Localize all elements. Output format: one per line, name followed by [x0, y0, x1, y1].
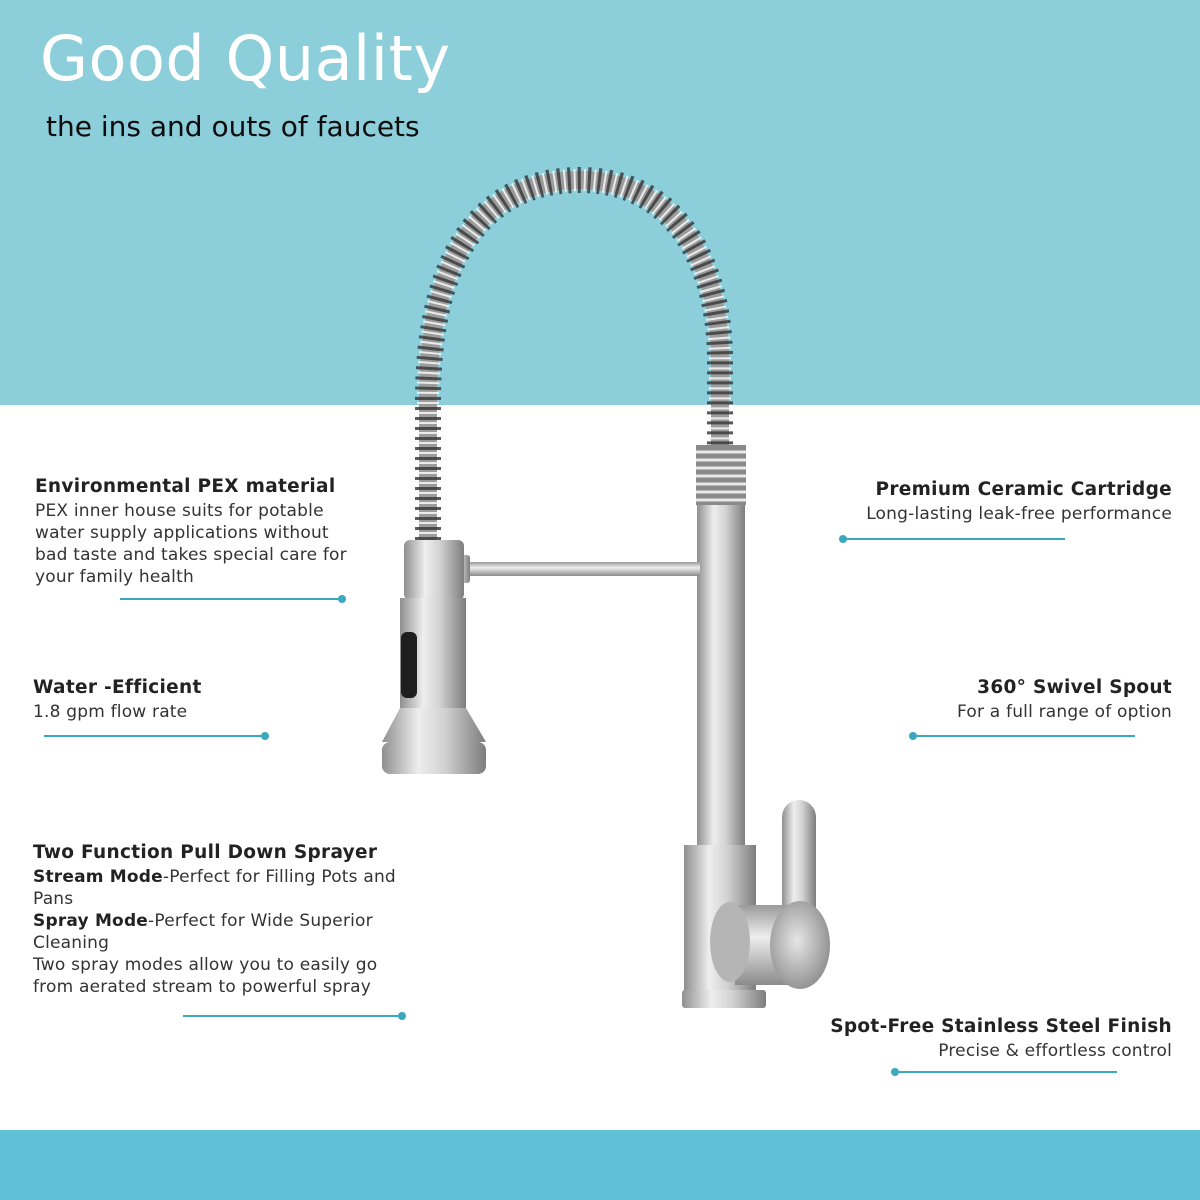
spray-mode-text: -Perfect for Wide Superior Cleaning	[33, 911, 373, 953]
feature-spray-mode	[33, 910, 423, 954]
feature-description: Two spray modes allow you to easily go from aerated stream to powerful spray	[33, 955, 378, 997]
feature-heading: Spot-Free Stainless Steel Finish	[830, 1016, 1172, 1037]
feature-swivel-spout	[880, 677, 1172, 723]
feature-description: 1.8 gpm flow rate	[33, 702, 188, 722]
feature-heading: Two Function Pull Down Sprayer	[33, 842, 378, 863]
divider-line	[895, 1071, 1117, 1073]
feature-description: For a full range of option	[957, 702, 1172, 722]
divider-dot	[338, 595, 346, 603]
feature-heading: Environmental PEX material	[35, 476, 336, 497]
feature-stainless-finish	[800, 1016, 1172, 1062]
divider-line	[120, 598, 342, 600]
divider-dot	[261, 732, 269, 740]
feature-heading: Premium Ceramic Cartridge	[875, 479, 1172, 500]
divider-line	[843, 538, 1065, 540]
feature-stream-mode	[33, 866, 423, 910]
divider-line	[183, 1015, 403, 1017]
feature-pex	[35, 476, 355, 588]
feature-water-efficient	[33, 677, 333, 723]
feature-heading: Water -Efficient	[33, 677, 202, 698]
divider-dot	[398, 1012, 406, 1020]
feature-sprayer	[33, 842, 423, 998]
spray-mode-label: Spray Mode	[33, 911, 149, 931]
feature-description: Long-lasting leak-free performance	[866, 504, 1172, 524]
feature-ceramic-cartridge	[830, 479, 1172, 525]
feature-description: PEX inner house suits for potable water supply applications without bad taste and takes special care for your family health	[35, 501, 347, 587]
page-title: Good Quality	[40, 22, 451, 95]
feature-description: Precise & effortless control	[938, 1041, 1172, 1061]
stream-mode-text: -Perfect for Filling Pots and Pans	[33, 867, 396, 909]
divider-line	[44, 735, 266, 737]
divider-line	[913, 735, 1135, 737]
page-subtitle: the ins and outs of faucets	[46, 110, 420, 143]
feature-heading: 360° Swivel Spout	[977, 677, 1172, 698]
stream-mode-label: Stream Mode	[33, 867, 163, 887]
